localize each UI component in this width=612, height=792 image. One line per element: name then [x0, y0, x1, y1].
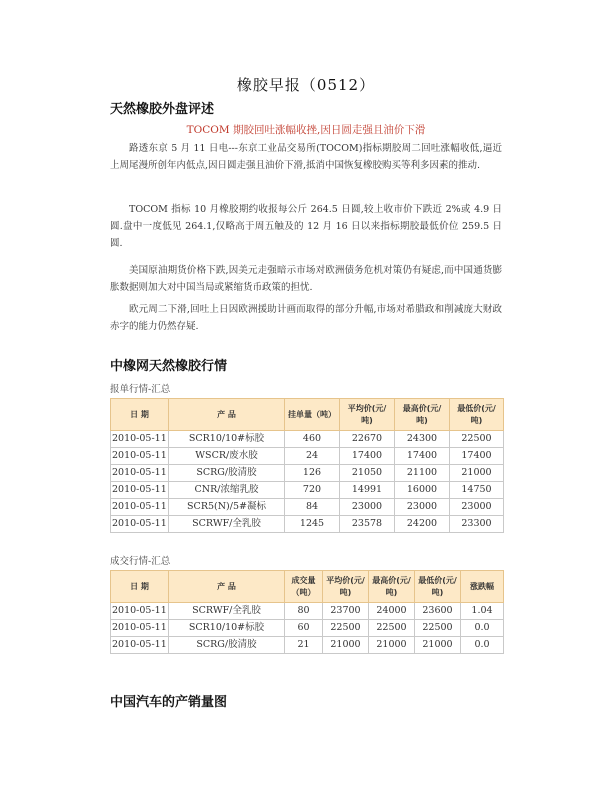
table-row	[111, 603, 504, 620]
column-header: 日 期	[111, 571, 169, 603]
table-cell: 21000	[415, 637, 461, 654]
quote-summary-table	[110, 398, 504, 533]
table-cell: 17400	[395, 448, 450, 465]
column-header: 最高价(元/吨)	[395, 399, 450, 431]
document-title: 橡胶早报（0512）	[236, 76, 376, 94]
table-cell: 21	[285, 637, 323, 654]
column-header: 最低价(元/吨)	[450, 399, 504, 431]
article-paragraph: 美国原油期货价格下跌,因美元走强暗示市场对欧洲债务危机对策仍有疑虑,而中国通货膨胀数据则加大对中国当局或紧缩货币政策的担忧.	[110, 265, 502, 293]
table-cell: SCR5(N)/5#凝标	[169, 499, 285, 516]
table-cell: 2010-05-11	[111, 465, 169, 482]
table-cell: 22500	[369, 620, 415, 637]
table-cell: 24300	[395, 431, 450, 448]
table-cell: 23600	[415, 603, 461, 620]
table-cell: 720	[285, 482, 340, 499]
table-cell: 22670	[340, 431, 395, 448]
table-row	[111, 637, 504, 654]
table-cell: 21000	[450, 465, 504, 482]
table-cell: SCRWF/全乳胶	[169, 603, 285, 620]
column-header: 最低价(元/吨)	[415, 571, 461, 603]
table-cell: SCR10/10#标胶	[169, 620, 285, 637]
table-row	[111, 499, 504, 516]
table-cell: 80	[285, 603, 323, 620]
table-cell: 1245	[285, 516, 340, 533]
table-cell: SCR10/10#标胶	[169, 431, 285, 448]
article-subtitle: TOCOM 期胶回吐涨幅收挫,因日圆走强且油价下滑	[186, 124, 426, 136]
section-heading-market-quotes: 中橡网天然橡胶行情	[110, 359, 228, 374]
table-cell: SCRG/胶清胶	[169, 637, 285, 654]
table-cell: 2010-05-11	[111, 482, 169, 499]
table-cell: 2010-05-11	[111, 499, 169, 516]
table-cell: 2010-05-11	[111, 620, 169, 637]
table-cell: 0.0	[461, 637, 504, 654]
quote-table-body	[111, 431, 504, 533]
table-row	[111, 431, 504, 448]
table-cell: 126	[285, 465, 340, 482]
table-cell: 17400	[450, 448, 504, 465]
column-header: 成交量（吨）	[285, 571, 323, 603]
table-cell: 22500	[415, 620, 461, 637]
table-cell: 2010-05-11	[111, 448, 169, 465]
section-heading-auto-sales: 中国汽车的产销量图	[110, 695, 228, 710]
table-cell: SCRWF/全乳胶	[169, 516, 285, 533]
table-cell: 17400	[340, 448, 395, 465]
table-cell: 23578	[340, 516, 395, 533]
table-cell: 21000	[369, 637, 415, 654]
table-cell: 22500	[323, 620, 369, 637]
table-cell: 0.0	[461, 620, 504, 637]
table-cell: 22500	[450, 431, 504, 448]
table-cell: SCRG/胶清胶	[169, 465, 285, 482]
column-header: 涨跌幅	[461, 571, 504, 603]
table-cell: WSCR/废水胶	[169, 448, 285, 465]
column-header: 最高价(元/吨)	[369, 571, 415, 603]
table-cell: 2010-05-11	[111, 603, 169, 620]
table-cell: 2010-05-11	[111, 516, 169, 533]
table-cell: 24200	[395, 516, 450, 533]
table-cell: 23000	[450, 499, 504, 516]
table-row	[111, 448, 504, 465]
deal-table-caption: 成交行情-汇总	[110, 556, 171, 567]
table-cell: 23000	[340, 499, 395, 516]
quote-table-caption: 报单行情-汇总	[110, 384, 171, 395]
table-cell: 84	[285, 499, 340, 516]
article-paragraph: 欧元周二下滑,回吐上日因欧洲援助计画而取得的部分升幅,市场对希腊政和削减庞大财政赤字的能力仍然存疑.	[110, 304, 502, 332]
table-row	[111, 465, 504, 482]
table-cell: 21050	[340, 465, 395, 482]
table-row	[111, 620, 504, 637]
table-cell: 1.04	[461, 603, 504, 620]
table-cell: 24	[285, 448, 340, 465]
table-row	[111, 482, 504, 499]
table-cell: CNR/浓缩乳胶	[169, 482, 285, 499]
table-header-row	[111, 571, 504, 603]
article-paragraph: TOCOM 指标 10 月橡胶期约收报每公斤 264.5 日圆,较上收市价下跌近 2%或 4.9 日圆.盘中一度低见 264.1,仅略高于周五触及的 12 月 16 日以来指标期胶最低价位 259.5 日圆.	[110, 204, 502, 249]
article-paragraph: 路透东京 5 月 11 日电---东京工业品交易所(TOCOM)指标期胶周二回吐涨幅收低,逼近上周尾漫所创年内低点,因日圆走强且油价下滑,抵消中国恢复橡胶购买等利多因素的推动.	[110, 143, 502, 171]
table-cell: 23000	[395, 499, 450, 516]
table-cell: 2010-05-11	[111, 431, 169, 448]
table-cell: 24000	[369, 603, 415, 620]
column-header: 挂单量（吨）	[285, 399, 340, 431]
section-heading-overseas-review: 天然橡胶外盘评述	[110, 102, 215, 117]
table-cell: 60	[285, 620, 323, 637]
column-header: 日 期	[111, 399, 169, 431]
table-cell: 14991	[340, 482, 395, 499]
column-header: 平均价(元/吨)	[340, 399, 395, 431]
table-cell: 16000	[395, 482, 450, 499]
table-cell: 21000	[323, 637, 369, 654]
column-header: 产 品	[169, 399, 285, 431]
column-header: 平均价(元/吨)	[323, 571, 369, 603]
table-cell: 23700	[323, 603, 369, 620]
table-cell: 2010-05-11	[111, 637, 169, 654]
table-row	[111, 516, 504, 533]
column-header: 产 品	[169, 571, 285, 603]
table-cell: 23300	[450, 516, 504, 533]
table-cell: 21100	[395, 465, 450, 482]
deal-table-body	[111, 603, 504, 654]
table-cell: 14750	[450, 482, 504, 499]
table-header-row	[111, 399, 504, 431]
deal-summary-table	[110, 570, 504, 654]
table-cell: 460	[285, 431, 340, 448]
